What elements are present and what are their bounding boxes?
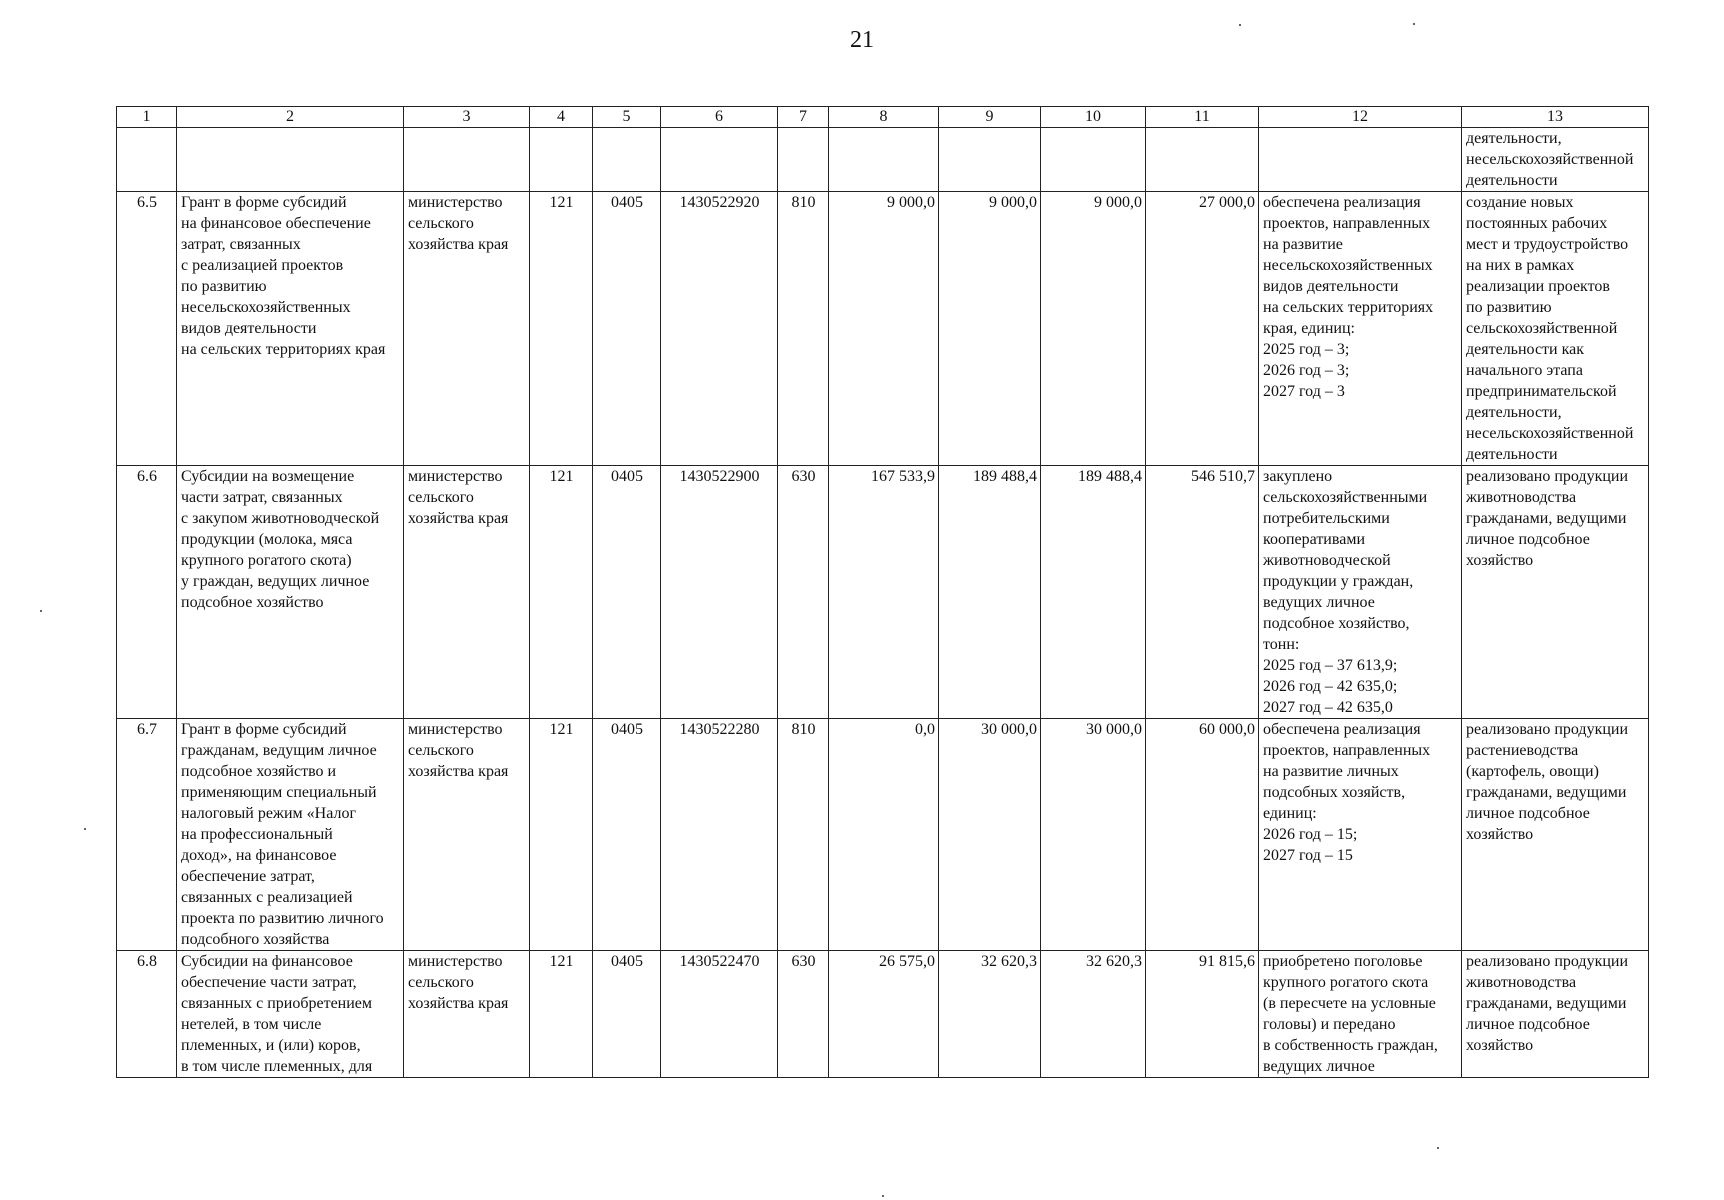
header-cell-10: 10: [1041, 107, 1146, 128]
code-target-article: 1430522900: [661, 466, 778, 719]
table-row: [117, 951, 1649, 1078]
code-expense-type: 810: [778, 192, 829, 466]
header-cell-7: 7: [778, 107, 829, 128]
code-section: 0405: [593, 951, 661, 1078]
page-number: 21: [850, 27, 874, 53]
table-row: [117, 466, 1649, 719]
header-cell-4: 4: [530, 107, 593, 128]
executor: министерство сельского хозяйства края: [404, 719, 530, 951]
scan-speck: [882, 1195, 884, 1197]
continuation-empty-cell: [530, 128, 593, 192]
amount-2027: 189 488,4: [1041, 466, 1146, 719]
amount-total: 27 000,0: [1146, 192, 1259, 466]
amount-2026: 30 000,0: [939, 719, 1041, 951]
row-number: 6.8: [117, 951, 177, 1078]
measure-name: Субсидии на возмещение части затрат, связанных с закупом животноводческой продукции (молока, мяса крупного рогатого скота) у граждан, ведущих личное подсобное хозяйство: [177, 466, 404, 719]
continuation-empty-cell: [829, 128, 939, 192]
header-cell-9: 9: [939, 107, 1041, 128]
continuation-empty-cell: [778, 128, 829, 192]
code-section: 0405: [593, 719, 661, 951]
header-cell-13: 13: [1462, 107, 1649, 128]
continuation-empty-cell: [117, 128, 177, 192]
row-number: 6.7: [117, 719, 177, 951]
header-cell-2: 2: [177, 107, 404, 128]
header-cell-11: 11: [1146, 107, 1259, 128]
code-expense-type: 810: [778, 719, 829, 951]
amount-2025: 9 000,0: [829, 192, 939, 466]
expected-result: обеспечена реализация проектов, направленных на развитие личных подсобных хозяйств, единиц: 2026 год – 15; 2027 год – 15: [1259, 719, 1462, 951]
continuation-empty-cell: [661, 128, 778, 192]
program-measures-table: [116, 106, 1649, 1078]
continuation-empty-cell: [939, 128, 1041, 192]
measure-name: Грант в форме субсидий гражданам, ведущим личное подсобное хозяйство и применяющим специальный налоговый режим «Налог на профессиональный доход», на финансовое обеспечение затрат, связанных с реализацией проекта по развитию личного подсобного хозяйства: [177, 719, 404, 951]
measure-name: Грант в форме субсидий на финансовое обеспечение затрат, связанных с реализацией проектов по развитию несельскохозяйственных видов деятельности на сельских территориях края: [177, 192, 404, 466]
row-number: 6.5: [117, 192, 177, 466]
row-number: 6.6: [117, 466, 177, 719]
amount-total: 546 510,7: [1146, 466, 1259, 719]
header-cell-1: 1: [117, 107, 177, 128]
continuation-empty-cell: [1259, 128, 1462, 192]
column-number-header-row: [117, 107, 1649, 128]
indicator-impact: реализовано продукции животноводства гражданами, ведущими личное подсобное хозяйство: [1462, 951, 1649, 1078]
scan-speck: [84, 828, 86, 830]
code-target-article: 1430522470: [661, 951, 778, 1078]
expected-result: приобретено поголовье крупного рогатого скота (в пересчете на условные головы) и передано в собственность граждан, ведущих личное: [1259, 951, 1462, 1078]
executor: министерство сельского хозяйства края: [404, 951, 530, 1078]
code-expense-type: 630: [778, 951, 829, 1078]
amount-2026: 9 000,0: [939, 192, 1041, 466]
amount-2026: 189 488,4: [939, 466, 1041, 719]
continuation-result-cell: деятельности, несельскохозяйственной деятельности: [1462, 128, 1649, 192]
code-section: 0405: [593, 192, 661, 466]
amount-2027: 9 000,0: [1041, 192, 1146, 466]
code-grbs: 121: [530, 466, 593, 719]
amount-2025: 26 575,0: [829, 951, 939, 1078]
header-cell-8: 8: [829, 107, 939, 128]
continuation-empty-cell: [1146, 128, 1259, 192]
amount-2026: 32 620,3: [939, 951, 1041, 1078]
scan-speck: [40, 610, 42, 612]
header-cell-3: 3: [404, 107, 530, 128]
table-row: [117, 719, 1649, 951]
scan-speck: [1413, 23, 1415, 25]
amount-2027: 32 620,3: [1041, 951, 1146, 1078]
continuation-empty-cell: [1041, 128, 1146, 192]
executor: министерство сельского хозяйства края: [404, 466, 530, 719]
executor: министерство сельского хозяйства края: [404, 192, 530, 466]
amount-2025: 167 533,9: [829, 466, 939, 719]
expected-result: обеспечена реализация проектов, направленных на развитие несельскохозяйственных видов деятельности на сельских территориях края, единиц: 2025 год – 3; 2026 год – 3; 2027 год – 3: [1259, 192, 1462, 466]
indicator-impact: создание новых постоянных рабочих мест и трудоустройство на них в рамках реализации проектов по развитию сельскохозяйственной деятельности как начального этапа предпринимательской деятельности, несельскохозяйственной деятельности: [1462, 192, 1649, 466]
code-grbs: 121: [530, 951, 593, 1078]
expected-result: закуплено сельскохозяйственными потребительскими кооперативами животноводческой продукции у граждан, ведущих личное подсобное хозяйство, тонн: 2025 год – 37 613,9; 2026 год – 42 635,0; 2027 год – 42 635,0: [1259, 466, 1462, 719]
code-section: 0405: [593, 466, 661, 719]
code-target-article: 1430522920: [661, 192, 778, 466]
scan-speck: [1437, 1147, 1439, 1149]
measure-name: Субсидии на финансовое обеспечение части затрат, связанных с приобретением нетелей, в том числе племенных, и (или) коров, в том числе племенных, для: [177, 951, 404, 1078]
header-cell-12: 12: [1259, 107, 1462, 128]
amount-2027: 30 000,0: [1041, 719, 1146, 951]
code-target-article: 1430522280: [661, 719, 778, 951]
indicator-impact: реализовано продукции растениеводства (картофель, овощи) гражданами, ведущими личное подсобное хозяйство: [1462, 719, 1649, 951]
continuation-empty-cell: [404, 128, 530, 192]
scan-speck: [1239, 24, 1241, 26]
code-grbs: 121: [530, 192, 593, 466]
indicator-impact: реализовано продукции животноводства гражданами, ведущими личное подсобное хозяйство: [1462, 466, 1649, 719]
table-row: [117, 192, 1649, 466]
amount-total: 60 000,0: [1146, 719, 1259, 951]
continuation-empty-cell: [177, 128, 404, 192]
amount-total: 91 815,6: [1146, 951, 1259, 1078]
header-cell-5: 5: [593, 107, 661, 128]
continuation-empty-cell: [593, 128, 661, 192]
header-cell-6: 6: [661, 107, 778, 128]
continuation-row: [117, 128, 1649, 192]
amount-2025: 0,0: [829, 719, 939, 951]
code-expense-type: 630: [778, 466, 829, 719]
code-grbs: 121: [530, 719, 593, 951]
